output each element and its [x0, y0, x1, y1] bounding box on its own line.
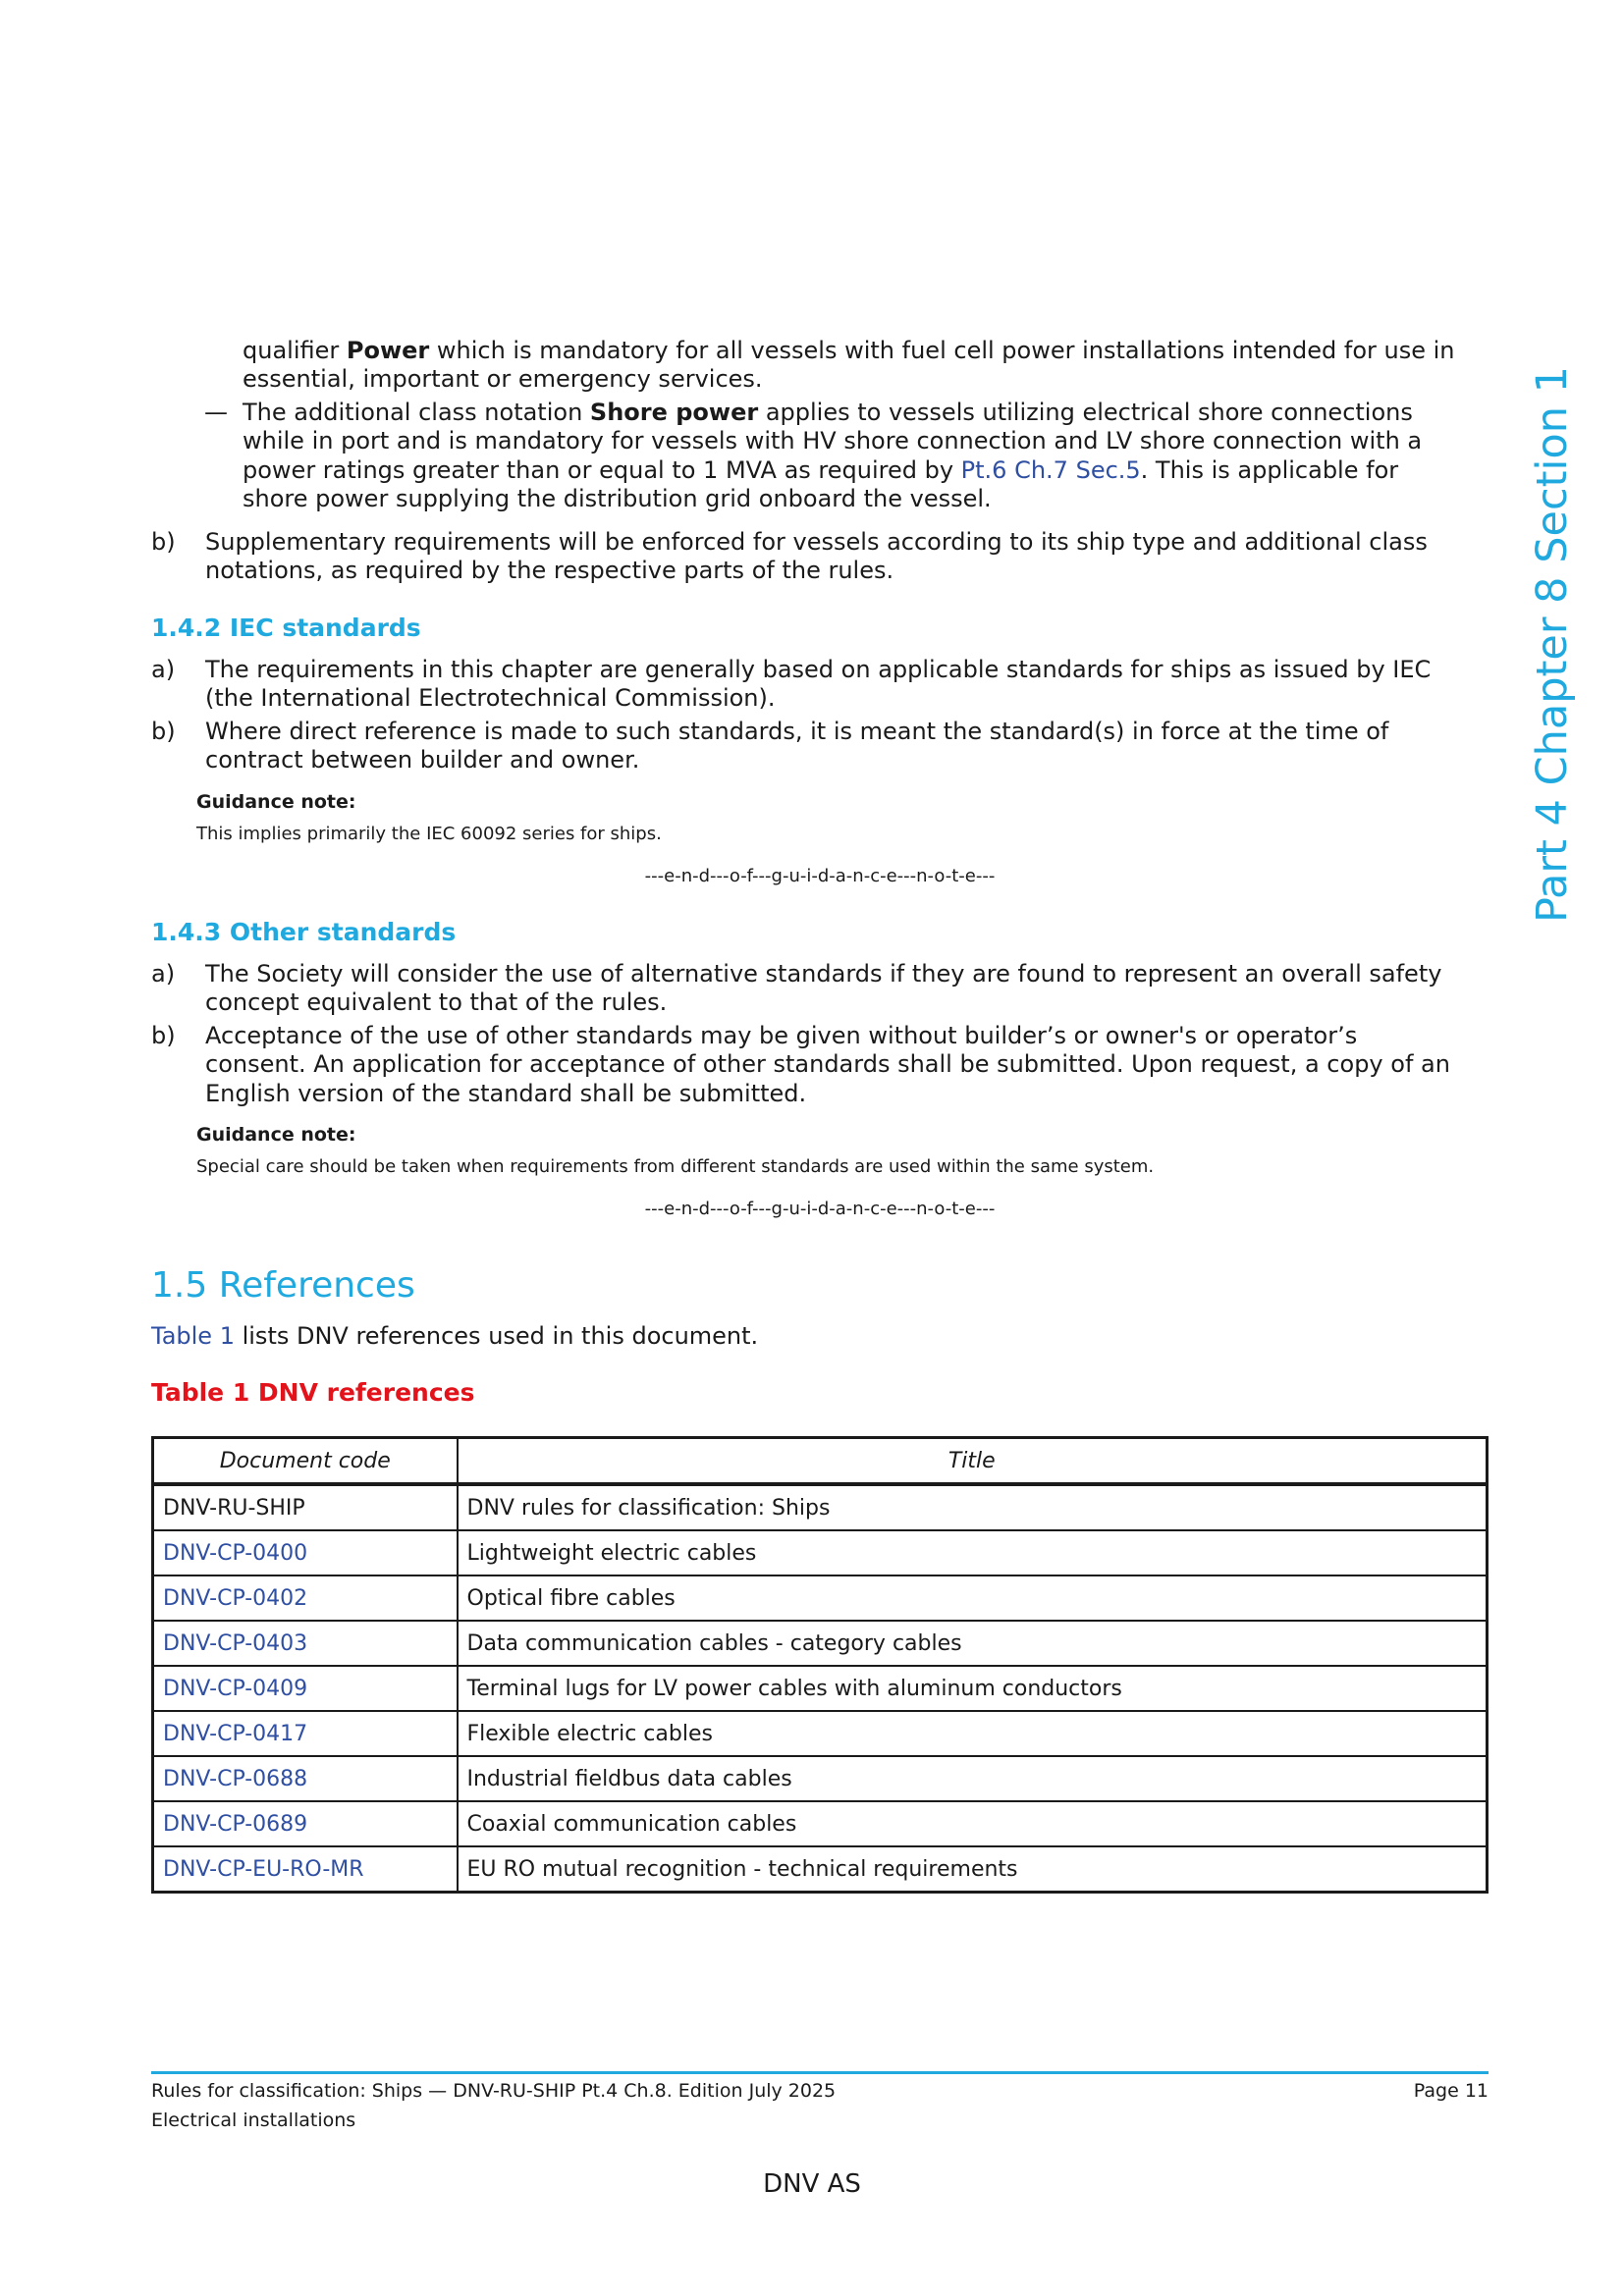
- title-cell: Industrial fieldbus data cables: [458, 1756, 1488, 1801]
- document-code-link[interactable]: DNV-CP-0417: [153, 1711, 458, 1756]
- guidance-note-end: ---e-n-d---o-f---g-u-i-d-a-n-c-e---n-o-t-e---: [644, 866, 996, 886]
- intro-text: which is mandatory for all vessels with fuel cell power installations intended for use in: [429, 337, 1455, 364]
- table-row: [153, 1801, 1488, 1846]
- iec-a-line-2: (the International Electrotechnical Commission).: [205, 684, 776, 712]
- footer-chapter-title: Electrical installations: [151, 2109, 356, 2131]
- title-cell: Data communication cables - category cables: [458, 1621, 1488, 1666]
- intro-text: qualifier: [243, 337, 347, 364]
- other-b-line-3: English version of the standard shall be submitted.: [205, 1080, 807, 1107]
- heading-1-4-3: 1.4.3 Other standards: [151, 918, 457, 946]
- table-row: [153, 1484, 1488, 1530]
- other-a-line-2: concept equivalent to that of the rules.: [205, 988, 668, 1016]
- notation-shore-power: Shore power: [589, 399, 759, 426]
- table-row: [153, 1666, 1488, 1711]
- guidance-note-title: Guidance note:: [196, 1124, 356, 1146]
- list-marker-a: a): [151, 960, 176, 988]
- table-row: [153, 1846, 1488, 1893]
- references-intro-text: lists DNV references used in this document.: [234, 1322, 759, 1350]
- dash-marker: —: [204, 399, 228, 426]
- qualifier-power: Power: [346, 337, 430, 364]
- guidance-note-end: ---e-n-d---o-f---g-u-i-d-a-n-c-e---n-o-t-e---: [644, 1199, 996, 1219]
- list-marker-b: b): [151, 1022, 176, 1049]
- column-header-title: Title: [458, 1438, 1488, 1485]
- side-section-title: Part 4 Chapter 8 Section 1: [1528, 366, 1577, 923]
- table-row: [153, 1575, 1488, 1621]
- other-b-line-2: consent. An application for acceptance of other standards shall be submitted. Upon request, a copy of an: [205, 1050, 1450, 1078]
- document-code-link[interactable]: DNV-CP-0409: [153, 1666, 458, 1711]
- title-cell: Optical fibre cables: [458, 1575, 1488, 1621]
- document-code-link[interactable]: DNV-CP-0403: [153, 1621, 458, 1666]
- iec-a-line-1: The requirements in this chapter are generally based on applicable standards for ships as issued by IEC: [205, 656, 1432, 683]
- title-cell: EU RO mutual recognition - technical requirements: [458, 1846, 1488, 1893]
- references-intro: [151, 1322, 758, 1352]
- iec-b-line-1: Where direct reference is made to such standards, it is meant the standard(s) in force at the time of: [205, 718, 1389, 745]
- guidance-note-title: Guidance note:: [196, 791, 356, 813]
- shore-text: applies to vessels utilizing electrical shore connections: [758, 399, 1413, 426]
- title-cell: Lightweight electric cables: [458, 1530, 1488, 1575]
- table-header-row: [153, 1438, 1488, 1485]
- shore-line-3: [243, 456, 1398, 486]
- title-cell: DNV rules for classification: Ships: [458, 1484, 1488, 1530]
- table-row: [153, 1530, 1488, 1575]
- shore-text: . This is applicable for: [1140, 456, 1399, 484]
- title-cell: Coaxial communication cables: [458, 1801, 1488, 1846]
- title-cell: Terminal lugs for LV power cables with aluminum conductors: [458, 1666, 1488, 1711]
- document-code-link[interactable]: DNV-CP-0688: [153, 1756, 458, 1801]
- document-code-link[interactable]: DNV-CP-EU-RO-MR: [153, 1846, 458, 1893]
- other-b-line-1: Acceptance of the use of other standards may be given without builder’s or owner's or operator’s: [205, 1022, 1358, 1049]
- footer-document-reference: Rules for classification: Ships — DNV-RU-SHIP Pt.4 Ch.8. Edition July 2025: [151, 2080, 837, 2102]
- other-a-line-1: The Society will consider the use of alternative standards if they are found to represent an overall safety: [205, 960, 1442, 988]
- guidance-note-text: Special care should be taken when requirements from different standards are used within the same system.: [196, 1156, 1155, 1177]
- list-marker-a: a): [151, 656, 176, 683]
- footer-company: DNV AS: [763, 2169, 861, 2199]
- link-pt6-ch7-sec5[interactable]: Pt.6 Ch.7 Sec.5: [960, 456, 1141, 484]
- heading-1-5-references: 1.5 References: [151, 1265, 415, 1306]
- intro-line-1: [243, 337, 1455, 366]
- shore-text: power ratings greater than or equal to 1 MVA as required by: [243, 456, 961, 484]
- table-row: [153, 1621, 1488, 1666]
- document-code-link[interactable]: DNV-CP-0402: [153, 1575, 458, 1621]
- shore-line-2: while in port and is mandatory for vessels with HV shore connection and LV shore connection with a: [243, 427, 1423, 454]
- heading-1-4-2: 1.4.2 IEC standards: [151, 614, 421, 642]
- supplementary-line-2: notations, as required by the respective parts of the rules.: [205, 557, 894, 584]
- dnv-references-table: [151, 1436, 1489, 1894]
- intro-line-2: essential, important or emergency services.: [243, 365, 763, 393]
- shore-line-1: [243, 399, 1413, 428]
- document-code-cell: DNV-RU-SHIP: [153, 1484, 458, 1530]
- guidance-note-text: This implies primarily the IEC 60092 series for ships.: [196, 824, 662, 844]
- table-caption: Table 1 DNV references: [151, 1378, 475, 1407]
- footer-divider: [151, 2071, 1489, 2074]
- supplementary-line-1: Supplementary requirements will be enforced for vessels according to its ship type and additional class: [205, 528, 1428, 556]
- document-code-link[interactable]: DNV-CP-0689: [153, 1801, 458, 1846]
- shore-text: The additional class notation: [243, 399, 590, 426]
- document-code-link[interactable]: DNV-CP-0400: [153, 1530, 458, 1575]
- link-table-1[interactable]: Table 1: [151, 1322, 235, 1350]
- table-row: [153, 1711, 1488, 1756]
- column-header-document-code: Document code: [153, 1438, 458, 1485]
- list-marker-b: b): [151, 718, 176, 745]
- shore-line-4: shore power supplying the distribution grid onboard the vessel.: [243, 485, 992, 512]
- page-number: Page 11: [1413, 2080, 1489, 2102]
- table-row: [153, 1756, 1488, 1801]
- title-cell: Flexible electric cables: [458, 1711, 1488, 1756]
- list-marker-b: b): [151, 528, 176, 556]
- iec-b-line-2: contract between builder and owner.: [205, 746, 640, 774]
